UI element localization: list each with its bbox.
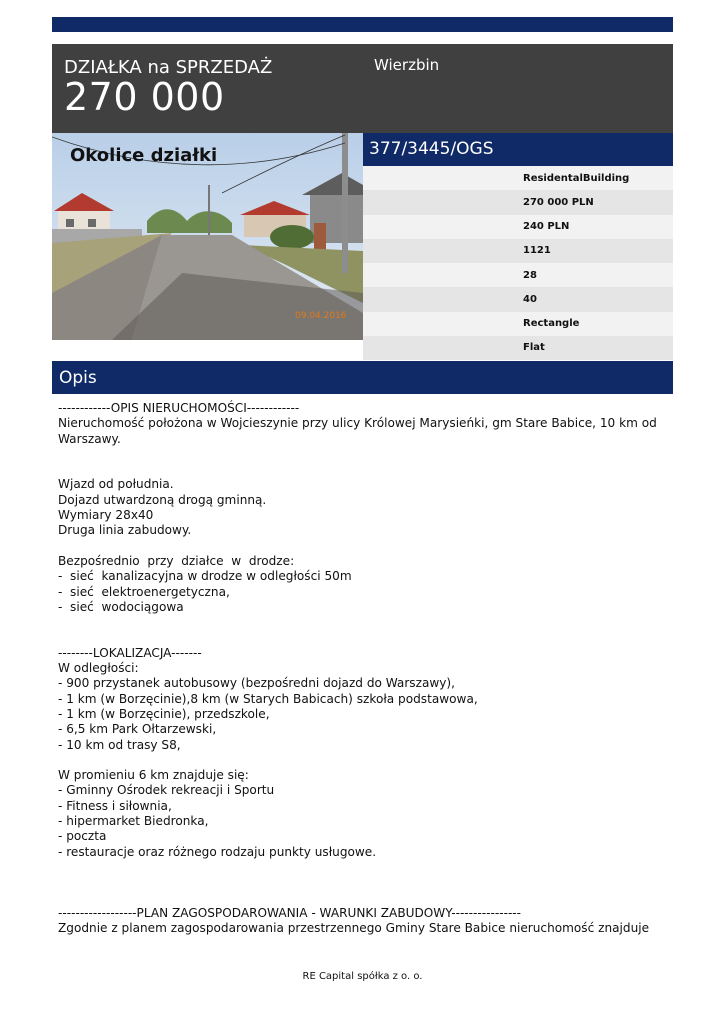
description-line: - Gminny Ośrodek rekreacji i Sportu [58,783,275,798]
detail-row-price-per-unit [363,215,673,239]
description-line [58,615,670,630]
detail-value: 28 [523,269,537,281]
description-line: - sieć elektroenergetyczna, [58,584,230,599]
listing-price: 270 000 [64,75,225,119]
detail-row-width [363,263,673,287]
listing-type: DZIAŁKA na SPRZEDAŻ [64,57,273,78]
photo-date-stamp: 09.04.2016 [295,311,347,321]
description-line [58,875,670,890]
description-line: Bezpośrednio przy działce w drodze: [58,553,295,568]
footer-company: RE Capital spółka z o. o. [302,971,423,982]
description-line: - Fitness i siłownia, [58,798,172,813]
description-line [58,891,670,906]
details-table [363,166,673,360]
description-line [58,753,670,768]
description-line: Dojazd utwardzoną drogą gminną. [58,492,267,507]
listing-header [52,44,673,133]
reference-number: 377/3445/OGS [369,139,494,159]
section-title: Opis [59,368,97,388]
detail-value: 270 000 PLN [523,196,594,208]
detail-row-length [363,287,673,311]
description-line: ------------------PLAN ZAGOSPODAROWANIA - WARUNKI ZABUDOWY---------------- [58,905,522,920]
description-line: - poczta [58,829,107,844]
detail-value: Rectangle [523,318,580,330]
description-line: - hipermarket Biedronka, [58,814,209,829]
detail-row-terrain [363,336,673,360]
description-line [58,630,670,645]
detail-value: 240 PLN [523,221,570,233]
description-line: Zgodnie z planem zagospodarowania przestrzennego Gminy Stare Babice nieruchomość znajduje [58,921,650,936]
detail-row-shape [363,312,673,336]
detail-row-building-type [363,166,673,190]
description-line: ------------OPIS NIERUCHOMOŚCI------------ [58,401,300,415]
detail-row-price [363,190,673,214]
description-section-bar [52,361,673,394]
description-line [58,860,670,875]
detail-value: Flat [523,342,545,354]
description-line: - 6,5 km Park Ołtarzewski, [58,722,217,737]
photo-caption: Okolice działki [70,145,218,166]
description-line: Wjazd od południa. [58,477,174,492]
property-photo [52,133,363,340]
description-line: - sieć wodociągowa [58,599,184,614]
detail-value: 1121 [523,245,551,257]
description-body [58,401,670,936]
description-line: - 1 km (w Borzęcinie),8 km (w Starych Babicach) szkoła podstawowa, [58,691,478,706]
detail-row-area [363,239,673,263]
description-line: - restauracje oraz różnego rodzaju punkty usługowe. [58,844,377,859]
reference-bar [363,133,673,166]
description-line: - 10 km od trasy S8, [58,737,181,752]
description-line [58,539,670,554]
description-line: W odległości: [58,661,139,676]
description-line: --------LOKALIZACJA------- [58,645,202,660]
description-line: - 900 przystanek autobusowy (bezpośredni dojazd do Warszawy), [58,676,455,691]
description-line: Druga linia zabudowy. [58,523,192,538]
listing-location: Wierzbin [374,56,440,74]
description-line: Wymiary 28x40 [58,508,154,523]
description-line: Warszawy. [58,431,121,446]
description-line: - sieć kanalizacyjna w drodze w odległości 50m [58,569,352,584]
detail-value: 40 [523,293,537,305]
top-accent-bar [52,17,673,32]
description-line: Nieruchomość położona w Wojcieszynie przy ulicy Królowej Marysieńki, gm Stare Babice, 10 km od [58,416,657,431]
description-line: W promieniu 6 km znajduje się: [58,768,249,783]
description-line [58,447,670,462]
detail-value: ResidentalBuilding [523,172,630,184]
description-line [58,462,670,477]
description-line: - 1 km (w Borzęcinie), przedszkole, [58,706,270,721]
